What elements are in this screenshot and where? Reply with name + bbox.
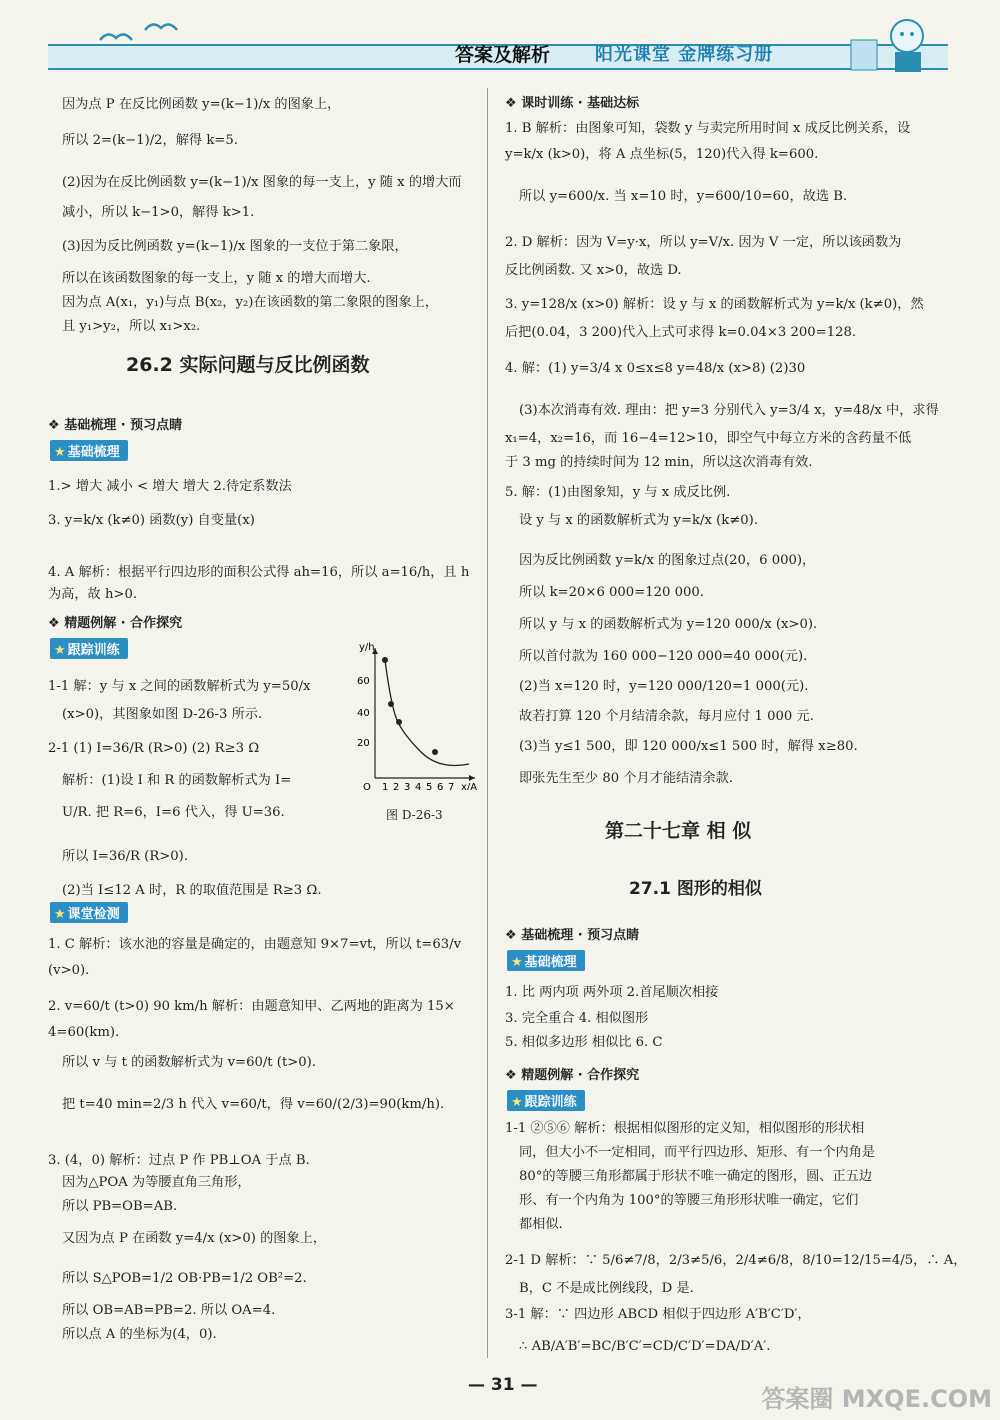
figure-ytick: 20 bbox=[357, 738, 370, 749]
text-line: 3-1 解：∵ 四边形 ABCD 相似于四边形 A′B′C′D′， bbox=[505, 1307, 811, 1322]
text-line: 所以 OB=AB=PB=2. 所以 OA=4. bbox=[62, 1303, 276, 1318]
figure-xlabel: x/A bbox=[461, 782, 478, 790]
figure-xtick: 1 bbox=[382, 782, 389, 790]
figure-xtick: 2 bbox=[393, 782, 400, 790]
text-line: 故若打算 120 个月结清余款，每月应付 1 000 元. bbox=[519, 709, 814, 724]
text-line: 1. C 解析：该水池的容量是确定的，由题意知 9×7=vt，所以 t=63/v bbox=[48, 937, 462, 952]
figure-d-26-3 bbox=[353, 640, 483, 790]
figure-xtick: 5 bbox=[426, 782, 433, 790]
text-line: 5. 解：(1)由图象知，y 与 x 成反比例. bbox=[505, 485, 731, 500]
text-line: (v>0). bbox=[48, 963, 90, 978]
star-icon: ★ bbox=[511, 1095, 523, 1110]
text-line: 2. D 解析：因为 V=y·x，所以 y=V/x. 因为 V 一定，所以该函数为 bbox=[505, 235, 902, 250]
text-line: 4=60(km). bbox=[48, 1025, 120, 1040]
text-line: 所以 PB=OB=AB. bbox=[62, 1199, 178, 1214]
text-line: ∴ AB/A′B′=BC/B′C′=CD/C′D′=DA/D′A′. bbox=[519, 1339, 771, 1354]
text-line: 又因为点 P 在函数 y=4/x (x>0) 的图象上， bbox=[62, 1231, 327, 1246]
text-line: 因为点 A(x₁，y₁)与点 B(x₂，y₂)在该函数的第二象限的图象上， bbox=[62, 295, 439, 310]
figure-xtick: 7 bbox=[448, 782, 455, 790]
text-line: 因为点 P 在反比例函数 y=(k−1)/x 的图象上， bbox=[62, 97, 341, 112]
text-line: 且 y₁>y₂，所以 x₁>x₂. bbox=[62, 319, 201, 334]
text-line: 即张先生至少 80 个月才能结清余款. bbox=[519, 771, 733, 786]
header-subtitle: 阳光课堂 金牌练习册 bbox=[595, 44, 774, 65]
text-line: (2)当 I≤12 A 时，R 的取值范围是 R≥3 Ω. bbox=[62, 883, 322, 898]
text-line: 2-1 D 解析：∵ 5/6≠7/8，2/3≠5/6，2/4≠6/8，8/10=12/15=4/5，∴ A， bbox=[505, 1253, 967, 1268]
text-line: 形、有一个内角为 100°的等腰三角形形状唯一确定，它们 bbox=[519, 1193, 859, 1208]
figure-ylabel: y/h bbox=[359, 642, 375, 653]
star-icon: ★ bbox=[54, 907, 66, 922]
text-line: 所以 2=(k−1)/2，解得 k=5. bbox=[62, 133, 238, 148]
text-line: (2)当 x=120 时，y=120 000/120=1 000(元). bbox=[519, 679, 809, 694]
text-line: 因为反比例函数 y=k/x 的图象过点(20，6 000)， bbox=[519, 553, 816, 568]
figure-curve bbox=[382, 657, 469, 766]
heading-lesson-training: ❖ 课时训练 · 基础达标 bbox=[505, 96, 640, 111]
text-line: 3. y=k/x (k≠0) 函数(y) 自变量(x) bbox=[48, 513, 255, 528]
text-line: 减小，所以 k−1>0，解得 k>1. bbox=[62, 205, 255, 220]
section-title-27-1: 27.1 图形的相似 bbox=[629, 879, 762, 899]
text-line: 同，但大小不一定相同，而平行四边形、矩形、有一个内角是 bbox=[519, 1145, 876, 1160]
text-line: 所以 S△POB=1/2 OB·PB=1/2 OB²=2. bbox=[62, 1271, 307, 1286]
tag-tracking-2: ★ 跟踪训练 bbox=[507, 1090, 585, 1111]
tag-basic-review-2: ★ 基础梳理 bbox=[507, 950, 585, 971]
text-line: (3)因为反比例函数 y=(k−1)/x 图象的一支位于第二象限， bbox=[62, 239, 408, 254]
tag-basic-review: ★ 基础梳理 bbox=[50, 440, 128, 461]
text-line: 4. 解：(1) y=3/4 x 0≤x≤8 y=48/x (x>8) (2)30 bbox=[505, 361, 806, 376]
text-line: 解析：(1)设 I 和 R 的函数解析式为 I= bbox=[62, 773, 292, 788]
star-icon: ★ bbox=[54, 445, 66, 460]
text-line: 所以 y 与 x 的函数解析式为 y=120 000/x (x>0). bbox=[519, 617, 818, 632]
text-line: 设 y 与 x 的函数解析式为 y=k/x (k≠0). bbox=[519, 513, 759, 528]
figure-xtick: 3 bbox=[404, 782, 411, 790]
text-line: (3)当 y≤1 500，即 120 000/x≤1 500 时，解得 x≥80. bbox=[519, 739, 858, 754]
star-icon: ★ bbox=[511, 955, 523, 970]
text-line: U/R. 把 R=6，I=6 代入，得 U=36. bbox=[62, 805, 285, 820]
text-line: (3)本次消毒有效. 理由：把 y=3 分别代入 y=3/4 x，y=48/x 中，求得 bbox=[519, 403, 939, 418]
text-line: 把 t=40 min=2/3 h 代入 v=60/t，得 v=60/(2/3)=90(km/h). bbox=[62, 1097, 445, 1112]
text-line: 2. v=60/t (t>0) 90 km/h 解析：由题意知甲、乙两地的距离为 15× bbox=[48, 999, 455, 1014]
kid-mascot-icon bbox=[845, 14, 945, 74]
text-line: 1. B 解析：由图象可知，袋数 y 与卖完所用时间 x 成反比例关系，设 bbox=[505, 121, 911, 136]
text-line: x₁=4，x₂=16，而 16−4=12>10，即空气中每立方米的含药量不低 bbox=[505, 431, 912, 446]
heading-basic-review-2: ❖ 基础梳理 · 预习点睛 bbox=[505, 928, 640, 943]
text-line: 3. y=128/x (x>0) 解析：设 y 与 x 的函数解析式为 y=k/x (k≠0)，然 bbox=[505, 297, 924, 312]
text-line: 1-1 ②⑤⑥ 解析：根据相似图形的定义知，相似图形的形状相 bbox=[505, 1121, 865, 1136]
text-line: 所以点 A 的坐标为(4，0). bbox=[62, 1327, 217, 1342]
text-line: 后把(0.04，3 200)代入上式可求得 k=0.04×3 200=128. bbox=[505, 325, 857, 340]
text-line: 所以首付款为 160 000−120 000=40 000(元). bbox=[519, 649, 808, 664]
figure-caption: 图 D-26-3 bbox=[386, 808, 443, 822]
text-line: 因为△POA 为等腰直角三角形， bbox=[62, 1175, 251, 1190]
text-line: 所以 k=20×6 000=120 000. bbox=[519, 585, 704, 600]
figure-xtick: 6 bbox=[437, 782, 444, 790]
bird-icon bbox=[95, 16, 185, 50]
figure-xtick: 4 bbox=[415, 782, 422, 790]
text-line: 所以 v 与 t 的函数解析式为 v=60/t (t>0). bbox=[62, 1055, 317, 1070]
heading-examples-2: ❖ 精题例解 · 合作探究 bbox=[505, 1068, 640, 1083]
text-line: 1. 比 两内项 两外项 2.首尾顺次相接 bbox=[505, 985, 719, 1000]
text-line: 5. 相似多边形 相似比 6. C bbox=[505, 1035, 663, 1050]
figure-ytick: 40 bbox=[357, 708, 370, 719]
tag-tracking: ★ 跟踪训练 bbox=[50, 638, 128, 659]
text-line: B，C 不是成比例线段，D 是. bbox=[519, 1281, 694, 1296]
text-line: 1-1 解：y 与 x 之间的函数解析式为 y=50/x bbox=[48, 679, 311, 694]
text-line: 4. A 解析：根据平行四边形的面积公式得 ah=16，所以 a=16/h，且 h bbox=[48, 565, 470, 580]
column-divider bbox=[487, 88, 488, 1358]
heading-examples: ❖ 精题例解 · 合作探究 bbox=[48, 616, 183, 631]
text-line: 1.> 增大 减小 < 增大 增大 2.待定系数法 bbox=[48, 479, 292, 494]
chapter-title-27: 第二十七章 相 似 bbox=[605, 820, 752, 842]
heading-basic-review: ❖ 基础梳理 · 预习点睛 bbox=[48, 418, 183, 433]
text-line: 2-1 (1) I=36/R (R>0) (2) R≥3 Ω bbox=[48, 741, 260, 756]
text-line: 于 3 mg 的持续时间为 12 min，所以这次消毒有效. bbox=[505, 455, 813, 470]
text-line: y=k/x (k>0)，将 A 点坐标(5，120)代入得 k=600. bbox=[505, 147, 819, 162]
page-number: — 31 — bbox=[468, 1375, 538, 1395]
text-line: 3. (4，0) 解析：过点 P 作 PB⊥OA 于点 B. bbox=[48, 1153, 310, 1168]
header-title: 答案及解析 bbox=[455, 44, 551, 66]
figure-ytick: 60 bbox=[357, 676, 370, 687]
page-header bbox=[40, 14, 960, 76]
text-line: 3. 完全重合 4. 相似图形 bbox=[505, 1011, 649, 1026]
text-line: (x>0)，其图象如图 D-26-3 所示. bbox=[62, 707, 263, 722]
star-icon: ★ bbox=[54, 643, 66, 658]
figure-origin: O bbox=[363, 782, 371, 790]
text-line: 为高，故 h>0. bbox=[48, 587, 138, 602]
section-title-26-2: 26.2 实际问题与反比例函数 bbox=[126, 354, 370, 376]
text-line: 都相似. bbox=[519, 1217, 563, 1232]
watermark: 答案圈 MXQE.COM bbox=[761, 1385, 992, 1413]
text-line: 80°的等腰三角形都属于形状不唯一确定的图形，圆、正五边 bbox=[519, 1169, 873, 1184]
text-line: 所以 I=36/R (R>0). bbox=[62, 849, 189, 864]
text-line: 反比例函数. 又 x>0，故选 D. bbox=[505, 263, 682, 278]
text-line: (2)因为在反比例函数 y=(k−1)/x 图象的每一支上，y 随 x 的增大而 bbox=[62, 175, 462, 190]
text-line: 所以在该函数图象的每一支上，y 随 x 的增大而增大. bbox=[62, 271, 371, 286]
tag-class-test: ★ 课堂检测 bbox=[50, 902, 128, 923]
text-line: 所以 y=600/x. 当 x=10 时，y=600/10=60，故选 B. bbox=[519, 189, 848, 204]
